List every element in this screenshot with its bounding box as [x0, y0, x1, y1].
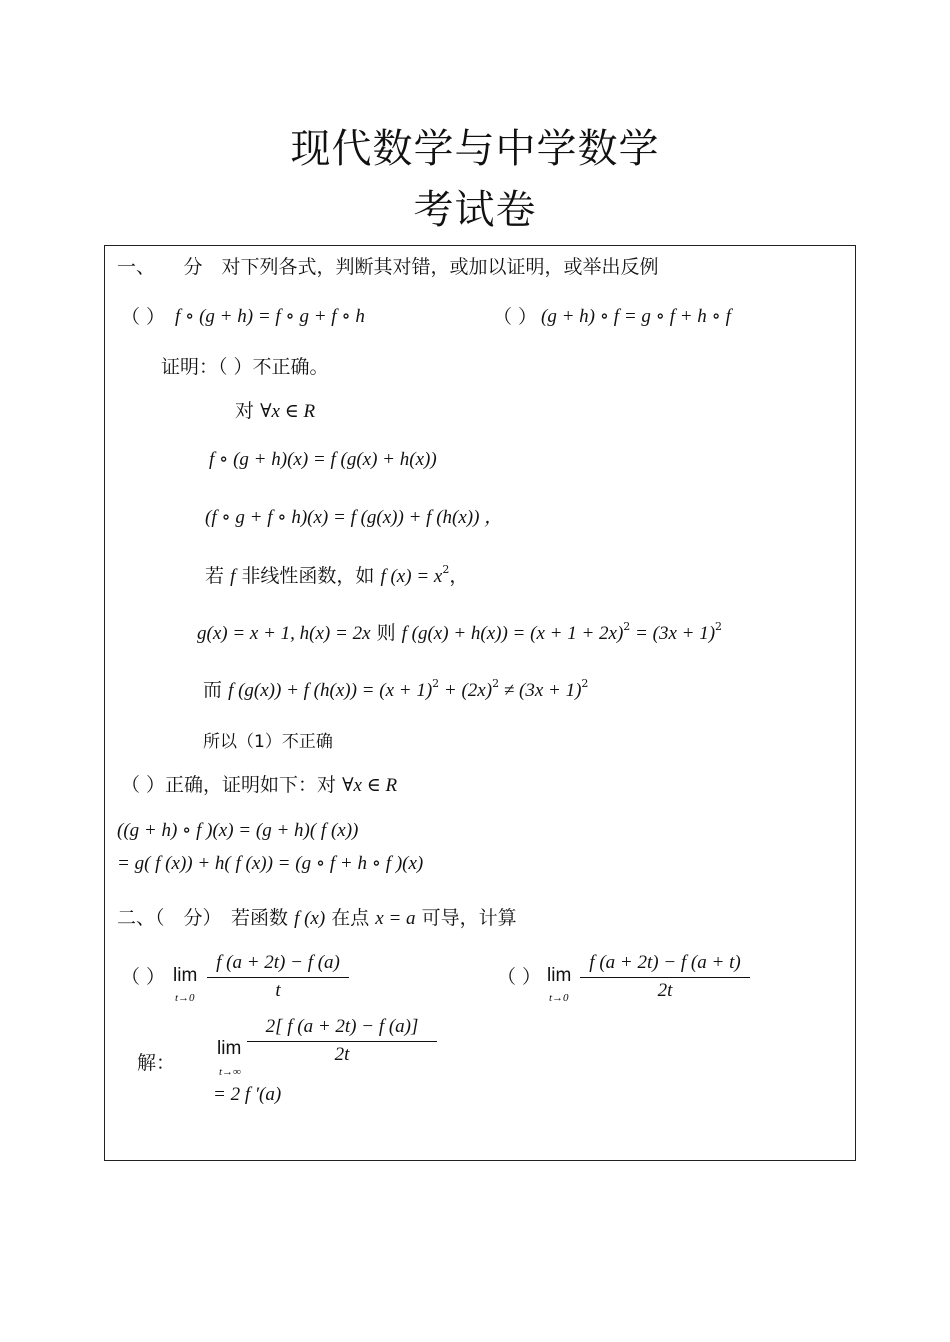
while-expression-2: + (2x) — [439, 680, 493, 701]
while-line — [203, 679, 588, 703]
if-exp: 2 — [442, 563, 450, 576]
q2-denominator: 2t — [657, 980, 673, 1001]
while-word: 而 — [203, 679, 223, 701]
item1-formula: f ∘ (g + h) = f ∘ g + f ∘ h — [175, 306, 365, 327]
then-expression: f (g(x) + h(x)) = (x + 1 + 2x) — [401, 623, 624, 644]
item2-formula: (g + h) ∘ f = g ∘ f + h ∘ f — [541, 306, 731, 327]
gh-definition: g(x) = x + 1, h(x) = 2x — [197, 623, 371, 644]
section2-heading-fx: f (x) — [294, 908, 326, 929]
then-exp-2: 2 — [715, 620, 723, 633]
solution-fraction — [247, 1016, 437, 1066]
section2-heading-1: 二、（ 分） 若函数 — [117, 907, 289, 929]
q1-lim: lim — [173, 965, 198, 986]
section2-heading — [117, 907, 517, 931]
equation-1: f ∘ (g + h)(x) = f (g(x) + h(x)) — [209, 449, 437, 470]
if-comma: ， — [449, 565, 469, 587]
solution-numerator: 2[ f (a + 2t) − f (a)] — [265, 1016, 419, 1037]
part2-intro: （ ）正确，证明如下：对 — [121, 774, 337, 796]
document-subtitle: 考试卷 — [413, 187, 537, 233]
q1-lim-sub: t→0 — [175, 992, 195, 1004]
while-expression-1: f (g(x)) + f (h(x)) = (x + 1) — [228, 680, 433, 701]
forall-label: 对 — [235, 400, 255, 422]
gh-example-line — [197, 622, 722, 646]
item2-paren: （ ） — [493, 306, 538, 328]
section1-heading: 一、 分 对下列各式，判断其对错，或加以证明，或举出反例 — [117, 256, 659, 278]
q2-lim: lim — [547, 965, 572, 986]
q2-lim-sub: t→0 — [549, 992, 569, 1004]
section2-heading-2: 在点 — [331, 907, 370, 929]
q2-numerator: f (a + 2t) − f (a + t) — [589, 952, 741, 973]
item1-paren: （ ） — [121, 306, 166, 328]
part2-forall: ∀x ∈ R — [342, 775, 398, 796]
then-word: 则 — [376, 622, 396, 644]
section2-heading-3: 可导，计算 — [421, 907, 517, 929]
forall-line — [235, 400, 315, 424]
q1-fraction-bar — [207, 977, 349, 978]
then-exp-1: 2 — [623, 620, 631, 633]
while-expression-3: ≠ (3x + 1) — [499, 680, 582, 701]
document-title: 现代数学与中学数学 — [290, 126, 660, 172]
q1-fraction — [207, 952, 349, 1002]
solution-fraction-bar — [247, 1041, 437, 1042]
if-text-1: 若 — [205, 565, 225, 587]
forall-formula: ∀x ∈ R — [260, 401, 316, 422]
q2-paren: （ ） — [497, 966, 542, 988]
part2-equation-1: ((g + h) ∘ f )(x) = (g + h)( f (x)) — [117, 820, 359, 841]
solution-denominator: 2t — [334, 1044, 350, 1065]
solution-result: = 2 f ′(a) — [213, 1084, 282, 1105]
section2-heading-xa: x = a — [375, 908, 416, 929]
if-f: f — [230, 566, 236, 587]
solution-lim: lim — [217, 1038, 242, 1059]
exam-box — [104, 245, 856, 1161]
equation-2: (f ∘ g + f ∘ h)(x) = f (g(x)) + f (h(x)) ， — [205, 507, 504, 528]
q2-fraction-bar — [580, 977, 750, 978]
while-exp-2: 2 — [492, 677, 500, 690]
q1-denominator: t — [275, 980, 281, 1001]
part2-intro-line — [121, 774, 397, 798]
proof-intro: 证明：（ ）不正确。 — [161, 356, 329, 378]
while-exp-1: 2 — [432, 677, 440, 690]
while-exp-3: 2 — [581, 677, 589, 690]
if-example: f (x) = x — [380, 566, 443, 587]
conclusion: 所以（1）不正确 — [203, 732, 333, 752]
part2-equation-2: = g( f (x)) + h( f (x)) = (g ∘ f + h ∘ f )(x) — [117, 853, 424, 874]
solution-lim-sub: t→∞ — [219, 1066, 241, 1078]
q2-fraction — [580, 952, 750, 1002]
if-text-2: 非线性函数，如 — [241, 565, 375, 587]
q1-paren: （ ） — [121, 966, 166, 988]
then-expression-2: = (3x + 1) — [630, 623, 716, 644]
nonlinear-example-line — [205, 565, 468, 589]
q1-numerator: f (a + 2t) − f (a) — [216, 952, 340, 973]
solution-label: 解： — [137, 1052, 176, 1074]
